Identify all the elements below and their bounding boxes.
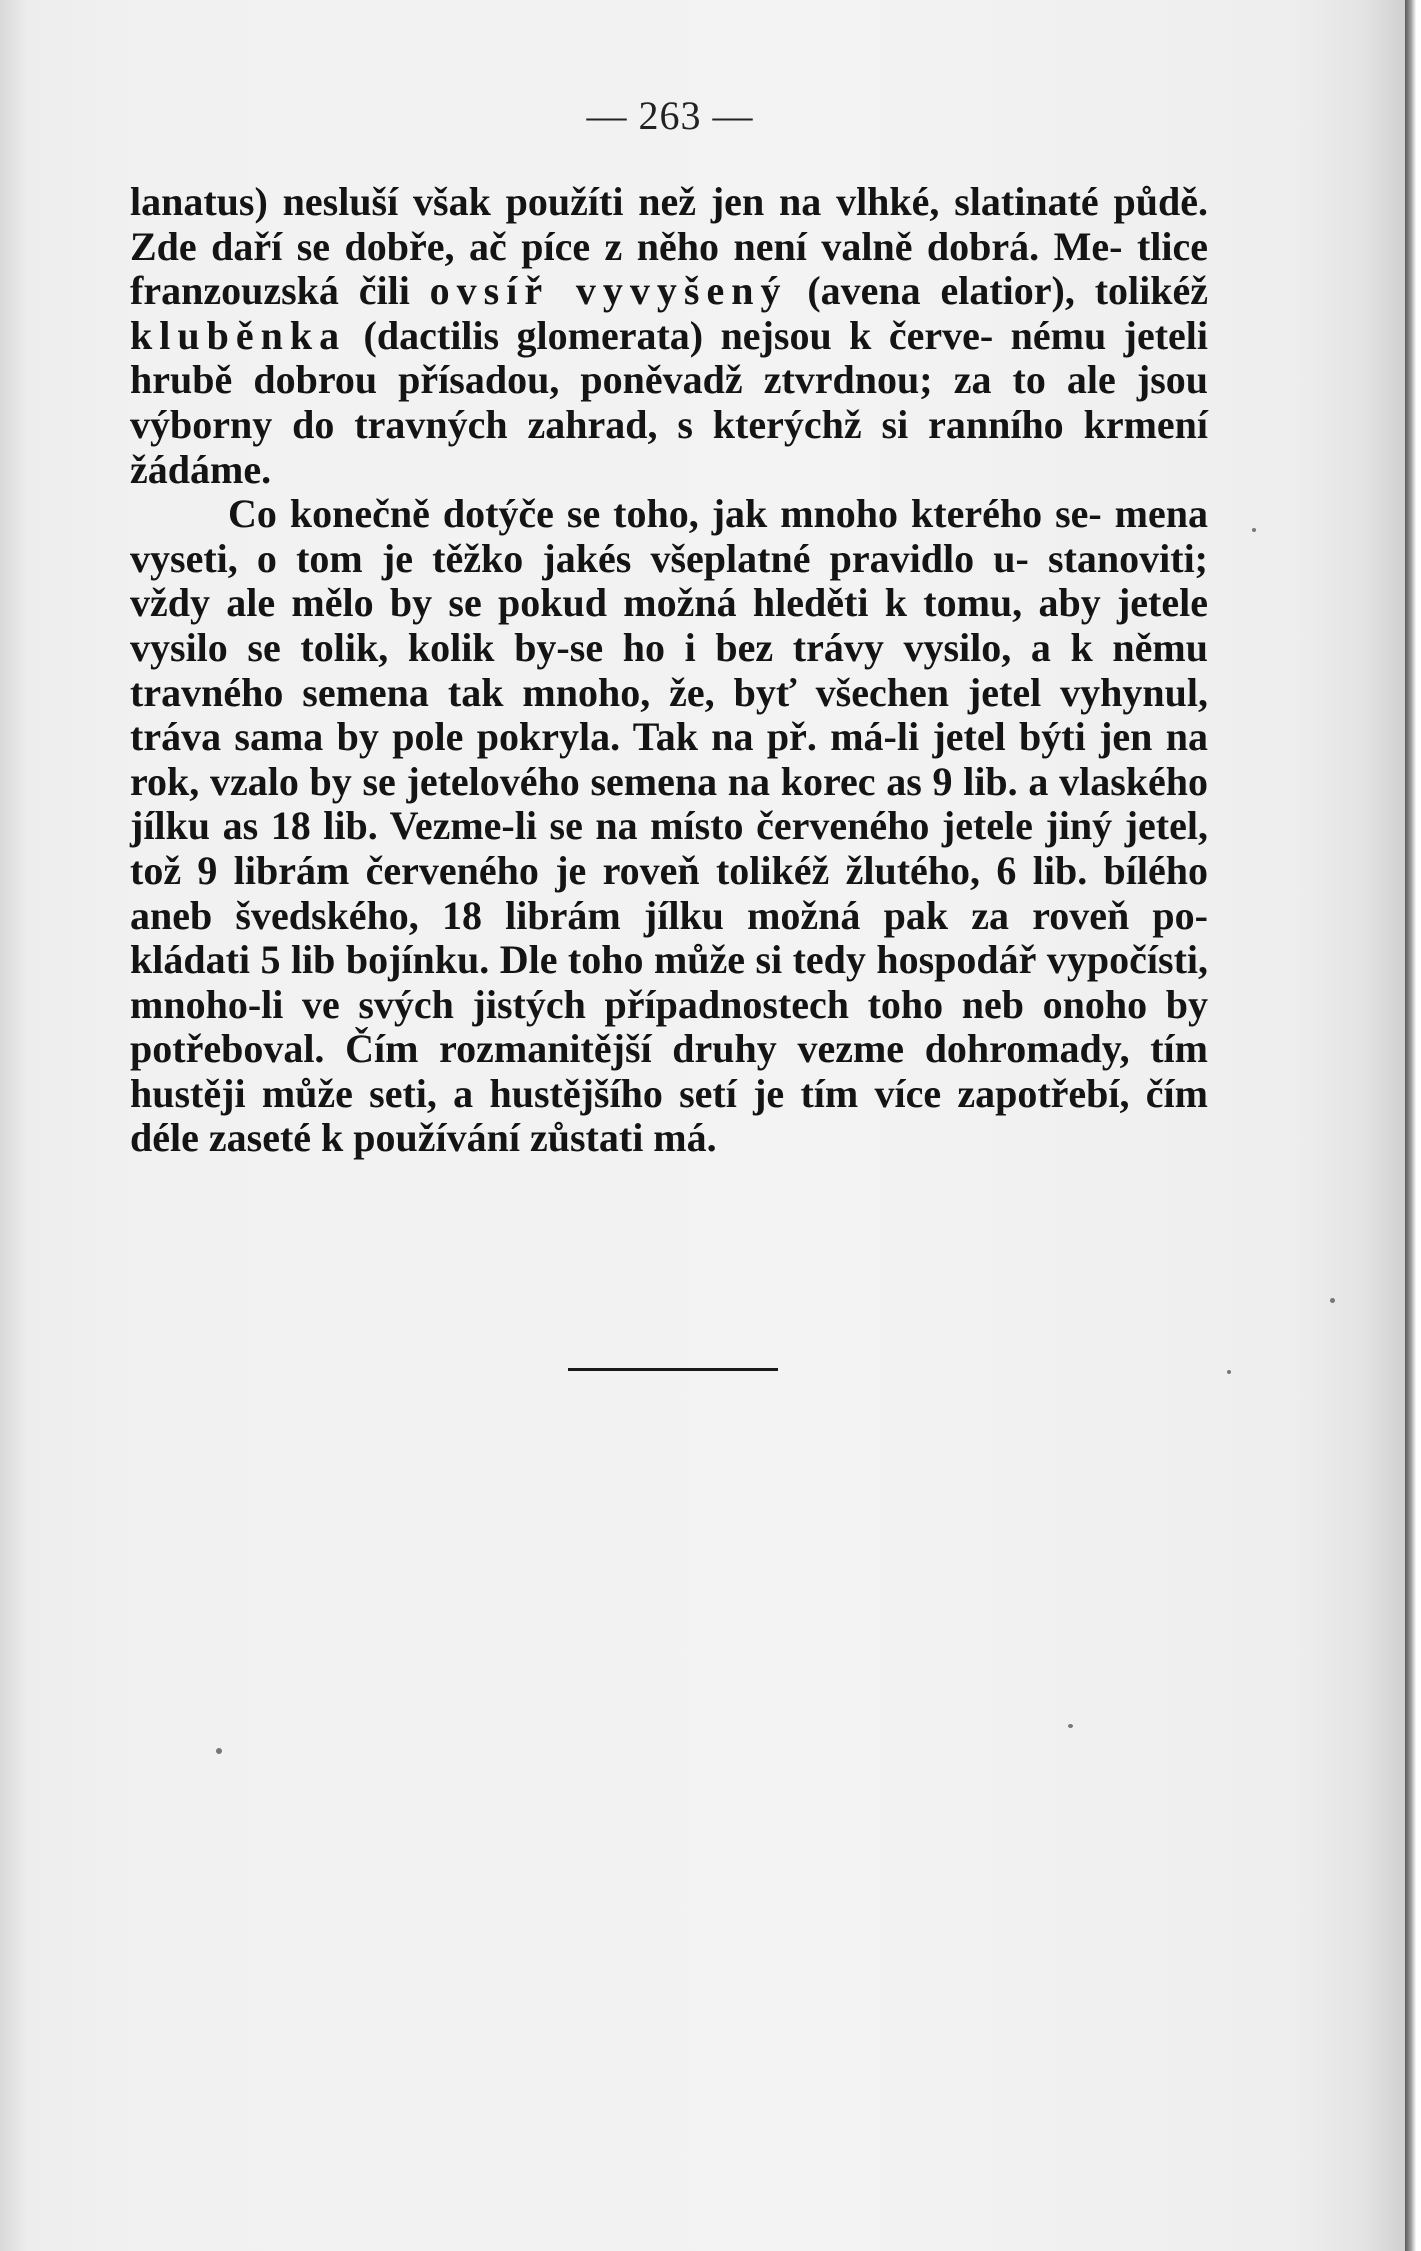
text-line: ranního krmení žádáme. [130, 401, 1208, 492]
scan-speck [1227, 1370, 1231, 1374]
text-line: za to ale jsou výborny do travných zahrad, s kterýchž si [130, 357, 1208, 447]
text-line: nému jeteli hrubě dobrou přísadou, poněvadž ztvrdnou; [130, 312, 1209, 403]
page-body [130, 180, 1208, 1161]
text-line: (dactilis glomerata) nejsou k červe- [346, 312, 994, 358]
paragraph-2: Co konečně dotýče se toho, jak mnoho kterého se- mena vyseti, o tom je těžko jakés všeplatné pravidlo u- stanoviti; vždy ale mělo by se pokud možná hleděti k tomu, aby jetele vysilo se tolik, kolik by-se ho i bez trávy vysilo, a k němu travného semena tak mnoho, že, byť všechen jetel vyhynul, tráva sama by pole pokryla. Tak na př. má-li jetel býti jen na rok, vzalo by se jetelového semena na korec as 9 lib. a vlaského jílku as 18 lib. Vezme-li se na místo červeného jetele jiný jetel, tož 9 librám červeného je roveň tolikéž žlutého, 6 lib. bílého aneb švedského, 18 librám jílku možná pak za roveň po- kládati 5 lib bojínku. Dle toho může si tedy hospodář vypočísti, mnoho-li ve svých jistých případnostech toho neb onoho by potřeboval. Čím rozmanitější druhy vezme dohromady, tím hustěji může seti, a hustějšího setí je tím více zapotřebí, čím déle zaseté k používání zůstati má. [130, 491, 1208, 1161]
text-line: (avena elatior), [787, 268, 1075, 314]
scan-speck [1252, 528, 1256, 532]
scan-speck [1330, 1298, 1335, 1303]
scan-speck [216, 1748, 222, 1754]
term-klubenka: kluběnka [130, 312, 347, 358]
paragraph-1 [130, 180, 1208, 492]
page-number: — 263 — [586, 93, 754, 138]
scan-edge [1405, 0, 1421, 2251]
text-line: lanatus) nesluší však použíti než jen na vlhké, slatinaté půdě. [130, 179, 1208, 224]
text-line: Zde daří se dobře, ač píce z něho není valně dobrá. Me- [130, 223, 1123, 269]
text-line: tolikéž [1094, 268, 1209, 314]
scan-speck [1068, 1724, 1073, 1728]
term-ovsir-vyvyseny: ovsíř vyvyšený [429, 268, 788, 314]
text-line: tlice franzouzská čili [130, 223, 1209, 314]
end-rule [568, 1368, 778, 1371]
